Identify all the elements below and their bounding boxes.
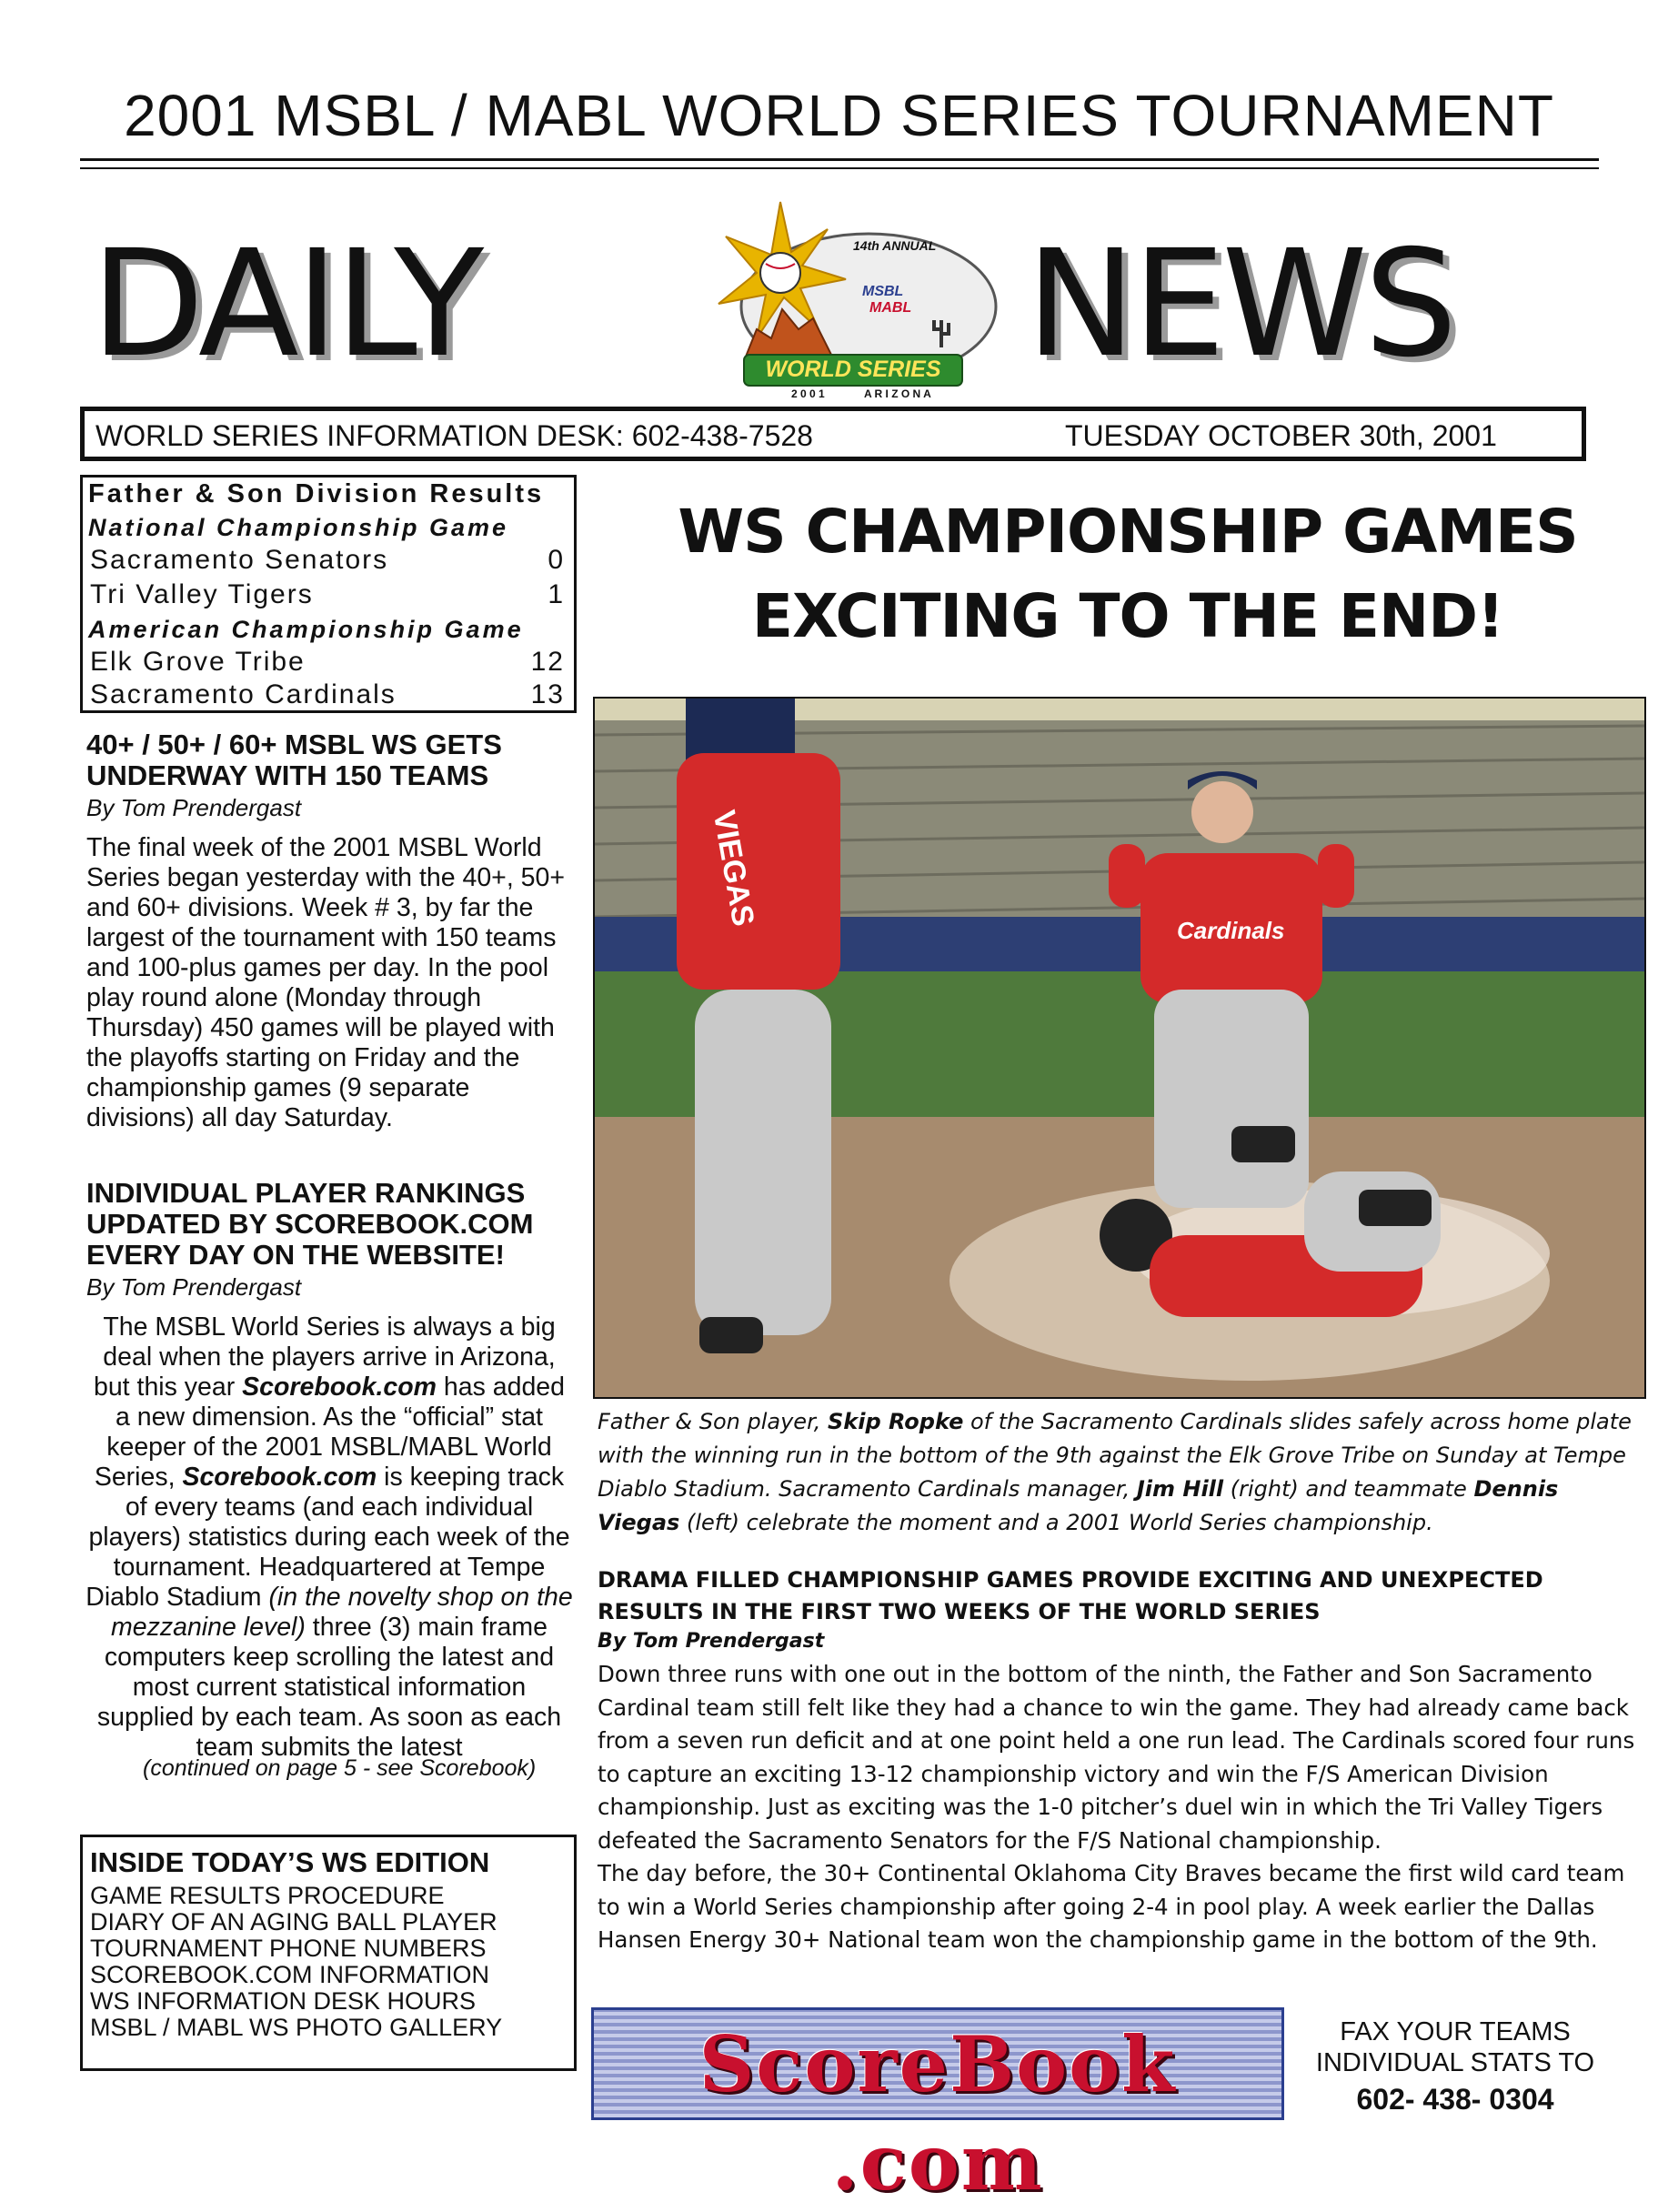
caption-name: Skip Ropke [828, 1409, 964, 1434]
american-label: American Championship Game [88, 616, 524, 643]
inside-item: TOURNAMENT PHONE NUMBERS [90, 1935, 487, 1962]
article2-bold: Scorebook.com [182, 1463, 377, 1492]
logo-place-text: A R I Z O N A [864, 387, 931, 400]
masthead-daily: DAILY [91, 219, 481, 390]
team-score: 12 [530, 647, 565, 677]
headline-line-1: WS CHAMPIONSHIP GAMES [678, 497, 1578, 567]
masthead-title: 2001 MSBL / MABL WORLD SERIES TOURNAMENT [124, 83, 1554, 148]
caption-text: (right) and teammate [1223, 1476, 1474, 1502]
results-title: Father & Son Division Results [88, 479, 545, 508]
fax-line-2: INDIVIDUAL STATS TO [1315, 2048, 1595, 2077]
article2-headline: INDIVIDUAL PLAYER RANKINGS UPDATED BY SCOREBOOK.COM EVERY DAY ON THE WEBSITE! [86, 1177, 534, 1271]
article2-bold: Scorebook.com [242, 1372, 437, 1402]
jersey-right: Cardinals [1177, 917, 1285, 944]
team-score: 13 [530, 679, 565, 709]
score-row [90, 579, 565, 614]
scorebook-ad[interactable] [591, 2007, 1284, 2207]
caption-name: Jim Hill [1136, 1476, 1224, 1502]
main-article-p1: Down three runs with one out in the bottom of the ninth, the Father and Son Sacramento Cardinal team still felt like they had a chance to win the game. They had already came back from a seven run deficit and at one point held a one run lead. The Cardinals scored four runs to capture an exciting 13-12 championship victory and win the F/S American Division championship. Just as exciting was the 1-0 pitcher’s duel win in which the Tri Valley Tigers defeated the Sacramento Senators for the F/S National championship. [598, 1661, 1635, 1854]
logo-badge-text-2: MABL [869, 300, 912, 316]
article2-byline: By Tom Prendergast [86, 1273, 302, 1301]
info-desk-phone: WORLD SERIES INFORMATION DESK: 602-438-7528 [95, 419, 813, 452]
score-row [90, 679, 565, 714]
team-name: Sacramento Senators [90, 545, 389, 575]
inside-item: DIARY OF AN AGING BALL PLAYER [90, 1908, 497, 1936]
fax-line-1: FAX YOUR TEAMS [1340, 2017, 1571, 2046]
article2-text: The MSBL World Series is always a big deal when the players arrive in Arizona, but this year [93, 1312, 556, 1402]
score-row [90, 647, 565, 681]
team-name: Elk Grove Tribe [90, 647, 306, 677]
championship-photo [593, 697, 1646, 1399]
masthead-rule-top [80, 158, 1599, 161]
inside-item: WS INFORMATION DESK HOURS [90, 1987, 477, 2015]
article2-body [84, 1312, 575, 1763]
inside-item: GAME RESULTS PROCEDURE [90, 1882, 445, 1909]
national-label: National Championship Game [88, 514, 509, 541]
team-score: 1 [548, 579, 565, 609]
caption-text: Father & Son player, [598, 1409, 828, 1434]
main-article-headline: DRAMA FILLED CHAMPIONSHIP GAMES PROVIDE EXCITING AND UNEXPECTED RESULTS IN THE FIRST TWO WEEKS OF THE WORLD SERIES [598, 1567, 1543, 1624]
photo-caption [598, 1405, 1643, 1540]
masthead-rule-bottom [80, 167, 1599, 169]
scorebook-logo: ScoreBook .com [698, 2019, 1177, 2207]
photo-scene [595, 699, 1644, 1397]
info-bar [80, 407, 1586, 461]
main-article-byline: By Tom Prendergast [598, 1630, 825, 1653]
caption-name: Dennis Viegas [598, 1476, 1559, 1535]
tournament-logo [700, 193, 1000, 411]
jersey-left: VIEGAS [706, 808, 761, 930]
team-score: 0 [548, 545, 565, 575]
article2-text: three (3) main frame computers keep scrolling the latest and most current statistical information supplied by each team. As soon as each team submits the latest [96, 1613, 562, 1762]
article1-body: The final week of the 2001 MSBL World Series began yesterday with the 40+, 50+ and 60+ divisions. Week # 3, by far the largest of the tournament with 150 teams and 100-plus games per day. In the pool play round alone (Monday through Thursday) 450 games will be played with the playoffs starting on Friday and the championship games (9 separate divisions) all day Saturday. [86, 833, 566, 1132]
inside-item: SCOREBOOK.COM INFORMATION [90, 1961, 490, 1988]
main-article-p2: The day before, the 30+ Continental Oklahoma City Braves became the first wild card team to win a World Series championship after going 2-4 in pool play. A week earlier the Dallas Hansen Energy 30+ National team won the championship game in the bottom of the 9th. [598, 1860, 1625, 1953]
logo-annual-text: 14th ANNUAL [853, 238, 937, 253]
article2-continued: (continued on page 5 - see Scorebook) [143, 1755, 537, 1781]
article2-italic: (in the novelty shop on the mezzanine level) [111, 1583, 573, 1642]
inside-title: INSIDE TODAY’S WS EDITION [90, 1846, 490, 1878]
article2-text: is keeping track of every teams (and each individual players) statistics during each week of the tournament. Headquartered at Tempe Diablo Stadium [85, 1463, 570, 1612]
caption-text: (left) celebrate the moment and a 2001 World Series championship. [679, 1510, 1433, 1535]
logo-badge-text-1: MSBL [862, 284, 904, 299]
article1-byline: By Tom Prendergast [86, 794, 302, 821]
inside-item: MSBL / MABL WS PHOTO GALLERY [90, 2014, 503, 2041]
team-name: Tri Valley Tigers [90, 579, 314, 609]
headline-line-2: EXCITING TO THE END! [751, 581, 1504, 651]
results-box [80, 475, 577, 713]
issue-date: TUESDAY OCTOBER 30th, 2001 [1065, 419, 1497, 452]
logo-banner-text: WORLD SERIES [765, 357, 941, 382]
masthead-news: NEWS [1026, 219, 1454, 390]
score-row [90, 545, 565, 579]
fax-number: 602- 438- 0304 [1356, 2083, 1554, 2116]
inside-box [80, 1835, 577, 2071]
article1-headline: 40+ / 50+ / 60+ MSBL WS GETS UNDERWAY WITH 150 TEAMS [86, 729, 502, 791]
team-name: Sacramento Cardinals [90, 679, 397, 709]
caption-text: of the Sacramento Cardinals slides safely across home plate with the winning run in the bottom of the 9th against the Elk Grove Tribe on Sunday at Tempe Diablo Stadium. Sacramento Cardinals manager, [598, 1409, 1632, 1502]
main-headline [591, 491, 1664, 660]
logo-year-text: 2 0 0 1 [791, 387, 825, 400]
article2-text: has added a new dimension. As the “official” stat keeper of the 2001 MSBL/MABL World Series, [94, 1372, 566, 1492]
